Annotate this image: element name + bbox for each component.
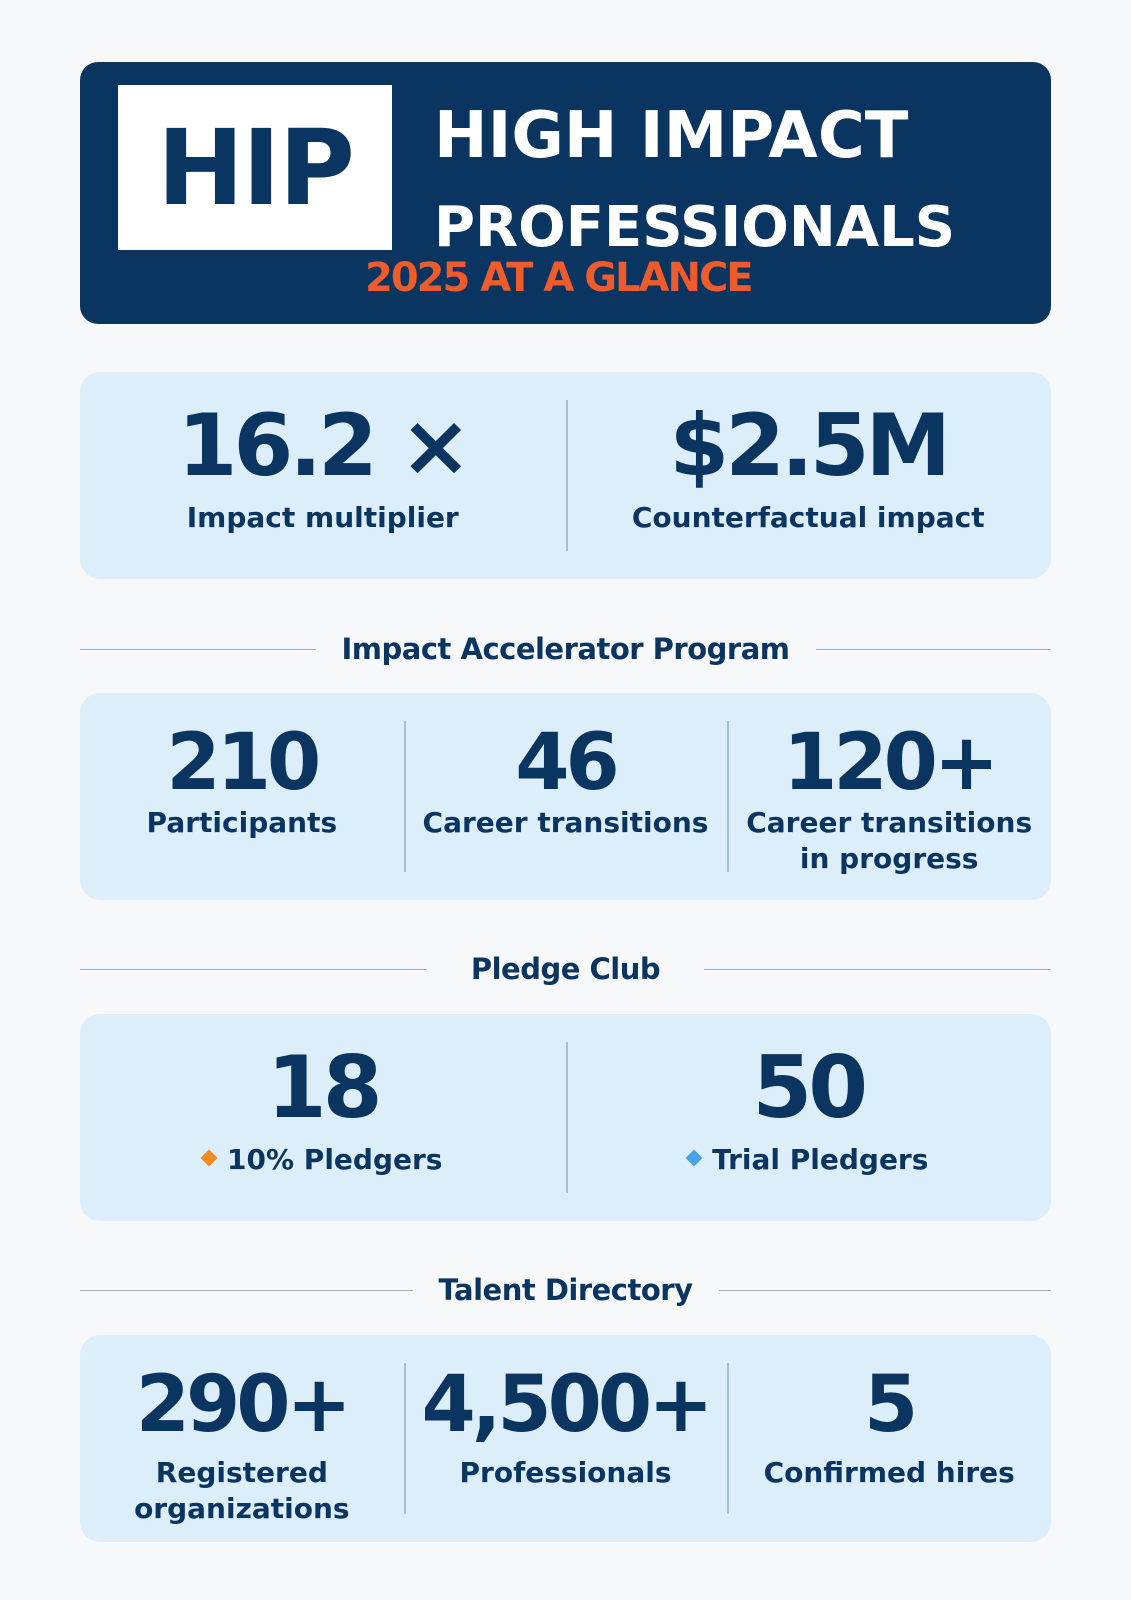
divider-line [80,649,316,650]
stat-label [80,1455,404,1527]
section-title: Pledge Club [470,952,661,986]
stat-impact-multiplier [80,372,566,579]
stat-label [727,805,1051,877]
stat-label: Professionals [459,1456,672,1489]
section-heading-talent-directory [80,1270,1051,1310]
hip-logo [118,85,392,250]
section-heading-pledge-club [80,949,1051,989]
organization-name [434,90,1034,274]
stat-value: 5 [864,1360,915,1450]
accelerator-card [80,693,1051,900]
stat-label [566,1142,1052,1178]
stat-label-line2: organizations [134,1492,350,1525]
divider-line [80,1290,413,1291]
stat-label-line2: in progress [799,842,979,875]
stat-value: 46 [515,718,616,808]
stat-professionals [404,1335,728,1542]
stat-label [80,1142,566,1178]
logo-text: HIP [157,106,353,229]
stat-label-text: Trial Pledgers [712,1143,929,1176]
organization-name-line2: PROFESSIONALS [434,195,956,260]
section-title: Talent Directory [438,1273,693,1307]
stat-value: 210 [166,718,318,808]
stat-trial-pledgers [566,1014,1052,1221]
stat-label: Confirmed hires [763,1456,1015,1489]
divider-line [816,649,1052,650]
header-subtitle: 2025 AT A GLANCE [365,255,752,301]
pledge-club-card [80,1014,1051,1221]
stat-value: $2.5M [669,396,948,496]
stat-label: Participants [146,806,338,839]
stat-registered-organizations [80,1335,404,1542]
section-heading-accelerator [80,629,1051,669]
header-banner [80,62,1051,324]
stat-label: Counterfactual impact [631,501,985,534]
stat-label-text: 10% Pledgers [227,1143,443,1176]
stat-value: 16.2 × [177,396,468,496]
stat-transitions-in-progress [727,693,1051,900]
orange-diamond-icon [201,1150,218,1167]
divider-line [719,1290,1052,1291]
organization-name-line1: HIGH IMPACT [434,99,909,173]
stat-value: 18 [266,1038,379,1138]
talent-directory-card [80,1335,1051,1542]
overview-card [80,372,1051,579]
section-title: Impact Accelerator Program [341,632,790,666]
divider-line [704,969,1051,970]
stat-confirmed-hires [727,1335,1051,1542]
stat-label: Career transitions [422,806,709,839]
stat-value: 50 [752,1038,865,1138]
stat-value: 290+ [135,1360,348,1450]
stat-career-transitions [404,693,728,900]
stat-label: Impact multiplier [186,501,459,534]
stat-value: 4,500+ [421,1360,710,1450]
blue-diamond-icon [686,1150,703,1167]
stat-ten-percent-pledgers [80,1014,566,1221]
stat-participants [80,693,404,900]
stat-counterfactual-impact [566,372,1052,579]
divider-line [80,969,427,970]
stat-label-line1: Registered [155,1456,328,1489]
stat-label-line1: Career transitions [746,806,1033,839]
stat-value: 120+ [783,718,996,808]
